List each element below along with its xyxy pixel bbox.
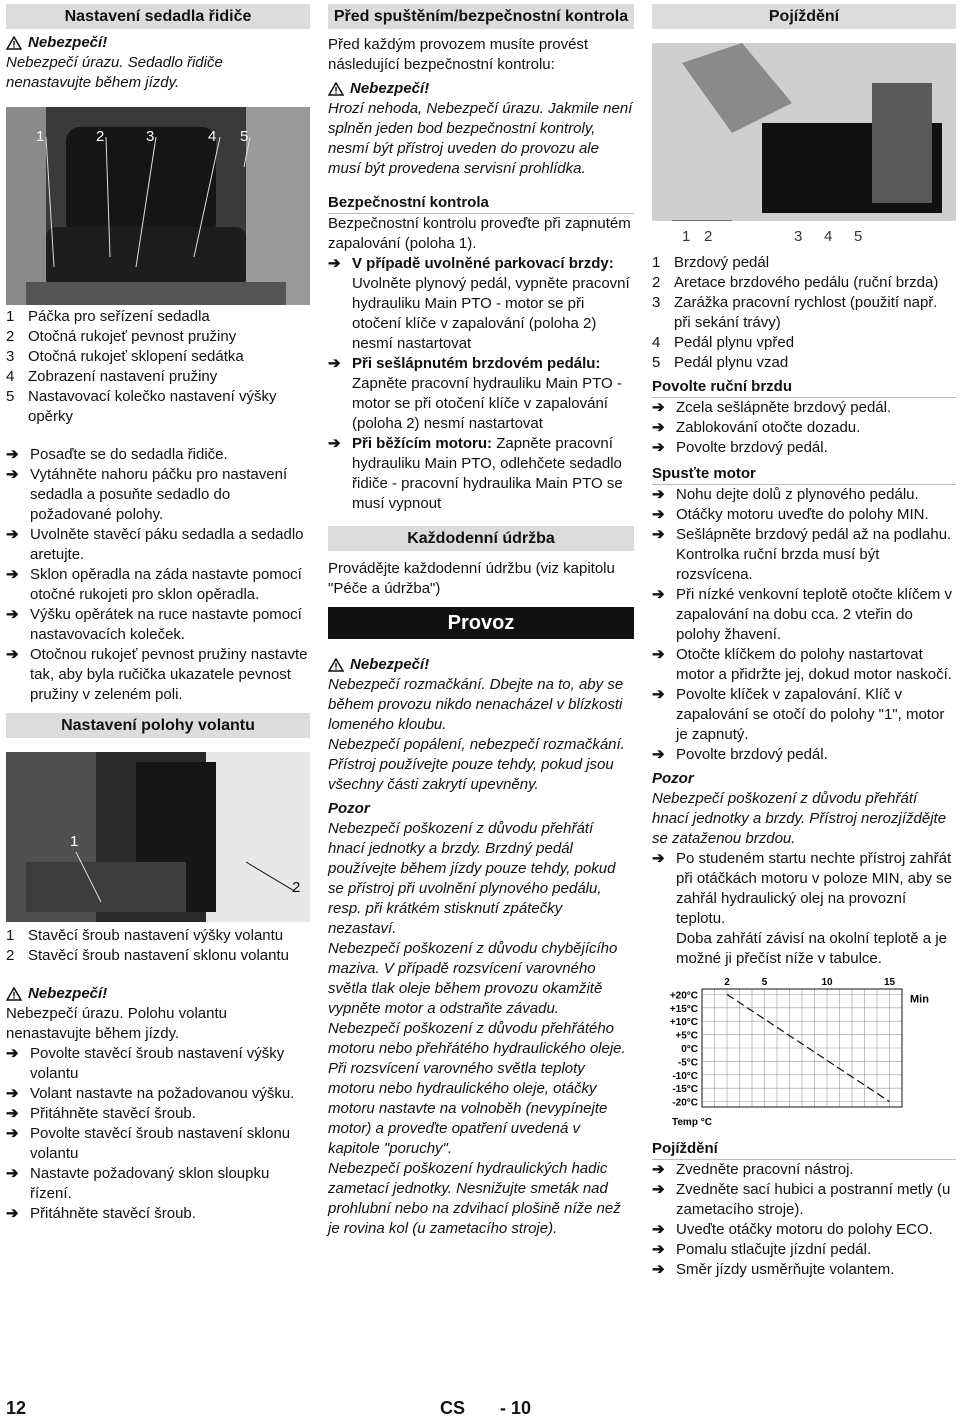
photo-label: 1 — [36, 128, 45, 145]
y-tick-label: +20°C — [669, 990, 698, 1002]
steering-steps — [6, 1044, 310, 1224]
step-item: ➔ Zvedněte sací hubici a postranní metly (u zametacího stroje). — [652, 1181, 951, 1218]
check-item: ➔ Při sešlápnutém brzdovém pedálu: Zapněte pracovní hydrauliku Main PTO - motor se při otočení klíče v zapalování (poloha 2) nesmí nastartovat — [328, 355, 622, 432]
photo-label: 1 — [682, 228, 691, 245]
arrow-icon: ➔ — [6, 526, 19, 543]
subheading: Bezpečnostní kontrola — [328, 193, 634, 214]
warning-heading — [6, 984, 310, 1004]
warning-text: Nebezpečí rozmačkání. Dbejte na to, aby se během provozu nikdo nenacházel v blízkosti lomeného kloubu. — [328, 676, 624, 733]
arrow-icon: ➔ — [6, 466, 19, 483]
arrow-icon: ➔ — [328, 435, 341, 452]
legend-item: 5 Nastavovací kolečko nastavení výšky opěrky — [6, 388, 277, 425]
legend-item: 3 Zarážka pracovní rychlost (použití např. při sekání trávy) — [652, 294, 938, 331]
y-tick-label: +5°C — [675, 1030, 698, 1042]
photo-label: 2 — [96, 128, 105, 145]
pozor-text: Nebezpečí poškození z důvodu přehřátého motoru nebo přehřátého hydraulického oleje. Při rozsvícení varovného světla teploty motoru nebo hydraulického oleje, otáčky motoru nastavte na volnoběh (nevypínejte motor) a proveďte opatření uvedená v kapitole "poruchy". — [328, 1020, 626, 1157]
subheading: Spusťte motor — [652, 464, 956, 485]
step-item: ➔ Vytáhněte nahoru páčku pro nastavení sedadla a posuňte sedadlo do požadované polohy. — [6, 466, 288, 523]
step-item: ➔ Otáčky motoru uveďte do polohy MIN. — [652, 506, 929, 523]
arrow-icon: ➔ — [652, 526, 665, 543]
safety-checks — [328, 254, 634, 514]
arrow-icon: ➔ — [6, 1125, 19, 1142]
step-item: ➔ Zablokování otočte dozadu. — [652, 419, 861, 436]
step-item: ➔ Nastavte požadovaný sklon sloupku řízení. — [6, 1165, 270, 1202]
arrow-icon: ➔ — [652, 506, 665, 523]
paragraph: Bezpečnostní kontrolu proveďte při zapnutém zapalování (poloha 1). — [328, 215, 631, 252]
page-number-right: - 10 — [500, 1398, 532, 1418]
warning-text: Hrozí nehoda, Nebezpečí úrazu. Jakmile není splněn jeden bod bezpečnostní kontroly, nesmí být přístroj uveden do provozu ale musí být provedena servisní prohlídka. — [328, 100, 633, 177]
section-title-daily: Každodenní údržba — [328, 526, 634, 551]
section-title-operation: Provoz — [328, 607, 634, 639]
steering-illustration — [6, 752, 310, 922]
step-item: ➔ Povolte klíček v zapalování. Klíč v zapalování se otočí do polohy "1", motor je zapnutý. — [652, 686, 945, 743]
y-axis-label: Temp °C — [672, 1117, 712, 1128]
photo-label: 4 — [824, 228, 833, 245]
arrow-icon: ➔ — [6, 1105, 19, 1122]
arrow-icon: ➔ — [6, 446, 19, 463]
legend-item: 2 Aretace brzdového pedálu (ruční brzda) — [652, 274, 939, 291]
step-item: ➔ Uveďte otáčky motoru do polohy ECO. — [652, 1221, 933, 1238]
y-tick-label: -10°C — [672, 1070, 698, 1082]
photo-label: 2 — [292, 879, 301, 896]
warning-triangle-icon — [6, 987, 22, 1001]
step-item: ➔ Otočte klíčkem do polohy nastartovat motor a přidržte jej, dokud motor naskočí. — [652, 646, 952, 683]
arrow-icon: ➔ — [652, 399, 665, 416]
pedal-photo-labels — [652, 227, 956, 249]
check-item: ➔ V případě uvolněné parkovací brzdy: Uvolněte plynový pedál, vypněte pracovní hydrauliku Main PTO - motor se při otočení klíče v zapalování (poloha 2) nesmí nastartovat — [328, 255, 630, 352]
arrow-icon: ➔ — [328, 255, 341, 272]
arrow-icon: ➔ — [652, 586, 665, 603]
arrow-icon: ➔ — [6, 1165, 19, 1182]
steering-legend — [6, 926, 310, 966]
arrow-icon: ➔ — [652, 486, 665, 503]
arrow-icon: ➔ — [6, 646, 19, 663]
legend-item: 4 Zobrazení nastavení pružiny — [6, 368, 218, 385]
brake-steps — [652, 398, 956, 458]
legend-item: 5 Pedál plynu vzad — [652, 354, 789, 371]
warning-text: Nebezpečí popálení, nebezpečí rozmačkání. Přístroj používejte pouze tehdy, pokud jsou všechny části zakrytí upevněny. — [328, 736, 625, 793]
step-item: ➔ Přitáhněte stavěcí šroub. — [6, 1205, 196, 1222]
pedal-legend — [652, 253, 956, 373]
photo-label: 3 — [146, 128, 155, 145]
step-item: ➔ Přitáhněte stavěcí šroub. — [6, 1105, 196, 1122]
legend-item: 3 Otočná rukojeť sklopení sedátka — [6, 348, 244, 365]
warning-label: Nebezpečí! — [350, 656, 430, 673]
y-tick-label: +15°C — [669, 1003, 698, 1015]
step-item: ➔ Sešlápněte brzdový pedál až na podlahu. Kontrolka ruční brzda musí být rozsvícena. — [652, 526, 952, 583]
page-number-left: 12 — [6, 1398, 27, 1418]
language-code: CS — [440, 1398, 466, 1418]
section-title-safety: Před spuštěním/bezpečnostní kontrola — [328, 4, 634, 29]
warning-label: Nebezpečí! — [28, 34, 108, 51]
subheading: Pojíždění — [652, 1139, 956, 1160]
y-tick-label: -5°C — [677, 1057, 698, 1069]
step-item: ➔ Uvolněte stavěcí páku sedadla a sedadlo aretujte. — [6, 526, 304, 563]
x-tick-label: 5 — [761, 977, 768, 988]
arrow-icon: ➔ — [652, 746, 665, 763]
arrow-icon: ➔ — [6, 606, 19, 623]
legend-item: 1 Brzdový pedál — [652, 254, 770, 271]
step-item: ➔ Sklon opěradla na záda nastavte pomocí otočné rukojeti pro sklon opěradla. — [6, 566, 302, 603]
subheading: Povolte ruční brzdu — [652, 377, 956, 398]
step-item: ➔ Posaďte se do sedadla řidiče. — [6, 446, 228, 463]
pedals-illustration — [652, 43, 956, 221]
step-item: ➔ Otočnou rukojeť pevnost pružiny nastavte tak, aby byla ručička ukazatele pevnost pružiny v zeleném poli. — [6, 646, 308, 703]
intro-text: Před každým provozem musíte provést následující bezpečnostní kontrolu: — [328, 36, 589, 73]
step-item: ➔ Povolte stavěcí šroub nastavení sklonu volantu — [6, 1125, 291, 1162]
step-item: ➔ Směr jízdy usměrňujte volantem. — [652, 1261, 895, 1278]
arrow-icon: ➔ — [652, 439, 665, 456]
step-item: ➔ Při nízké venkovní teplotě otočte klíčem v zapalování na dobu cca. 2 vteřin do polohy žhavení. — [652, 586, 952, 643]
pozor-text: Nebezpečí poškození z důvodu chybějícího maziva. V případě rozsvícení varovného světla tlak oleje během provozu okamžitě vypněte motor a odstraňte závadu. — [328, 940, 618, 1017]
step-item: ➔ Povolte brzdový pedál. — [652, 439, 828, 456]
step-item: ➔ Povolte stavěcí šroub nastavení výšky volantu — [6, 1045, 285, 1082]
legend-item: 4 Pedál plynu vpřed — [652, 334, 795, 351]
warning-text: Nebezpečí úrazu. Sedadlo řidiče nenastavujte během jízdy. — [6, 54, 223, 91]
arrow-icon: ➔ — [652, 1241, 665, 1258]
arrow-icon: ➔ — [6, 1205, 19, 1222]
arrow-icon: ➔ — [6, 1085, 19, 1102]
section-title-steering: Nastavení polohy volantu — [6, 713, 310, 738]
arrow-icon: ➔ — [652, 646, 665, 663]
step-item: ➔ Povolte brzdový pedál. — [652, 746, 828, 763]
warning-label: Nebezpečí! — [350, 80, 430, 97]
x-tick-label: 10 — [821, 977, 833, 988]
step-item: ➔ Výšku opěrátek na ruce nastavte pomocí nastavovacích koleček. — [6, 606, 302, 643]
arrow-icon: ➔ — [328, 355, 341, 372]
arrow-icon: ➔ — [652, 686, 665, 703]
x-tick-label: 15 — [883, 977, 896, 988]
steering-photo — [6, 752, 310, 922]
photo-label: 5 — [854, 228, 863, 245]
warning-triangle-icon — [328, 658, 344, 672]
step-item: ➔ Nohu dejte dolů z plynového pedálu. — [652, 486, 919, 503]
arrow-icon: ➔ — [652, 1261, 665, 1278]
warning-label: Nebezpečí! — [28, 985, 108, 1002]
legend-item: 1 Stavěcí šroub nastavení výšky volantu — [6, 927, 284, 944]
pozor-label: Pozor — [652, 770, 694, 787]
x-unit-label: Min — [910, 993, 929, 1006]
warmup-step — [652, 849, 956, 969]
photo-label: 5 — [240, 128, 249, 145]
seat-legend — [6, 307, 310, 427]
column-seat — [6, 0, 310, 1224]
x-tick-label: 2 — [724, 977, 730, 988]
arrow-icon: ➔ — [652, 419, 665, 436]
y-tick-label: 0°C — [681, 1044, 698, 1055]
pozor-label: Pozor — [328, 800, 370, 817]
section-title-seat: Nastavení sedadla řidiče — [6, 4, 310, 29]
step-item: ➔ Volant nastavte na požadovanou výšku. — [6, 1085, 295, 1102]
legend-item: 1 Páčka pro seřízení sedadla — [6, 308, 210, 325]
arrow-icon: ➔ — [652, 1221, 665, 1238]
y-tick-label: -20°C — [672, 1097, 698, 1109]
warmup-chart — [652, 973, 956, 1135]
y-tick-label: -15°C — [672, 1084, 698, 1096]
seat-illustration — [6, 107, 310, 305]
warning-heading — [328, 655, 634, 675]
start-steps — [652, 485, 956, 765]
warning-heading — [328, 79, 634, 99]
seat-photo — [6, 107, 310, 305]
column-safety — [328, 0, 634, 1239]
photo-label: 2 — [704, 228, 713, 245]
pozor-text: Nebezpečí poškození z důvodu přehřátí hnací jednotky a brzdy. Brzdný pedál používejte během jízdy pouze tehdy, pokud se přístroj při uvolnění plynového pedálu, resp. při krátkém stisknutí zpátečky nezastaví. — [328, 820, 616, 937]
arrow-icon: ➔ — [652, 1181, 665, 1198]
pedals-photo — [652, 43, 956, 221]
driving-steps — [652, 1160, 956, 1280]
legend-item: 2 Stavěcí šroub nastavení sklonu volantu — [6, 947, 289, 964]
y-tick-label: +10°C — [669, 1017, 698, 1029]
legend-item: 2 Otočná rukojeť pevnost pružiny — [6, 328, 237, 345]
seat-steps — [6, 445, 310, 705]
arrow-icon: ➔ — [652, 850, 665, 867]
arrow-icon: ➔ — [6, 566, 19, 583]
photo-label: 1 — [70, 833, 79, 850]
pozor-text: Nebezpečí poškození z důvodu přehřátí hnací jednotky a brzdy. Přístroj nerozjíždějte se zataženou brzdou. — [652, 790, 947, 847]
arrow-icon: ➔ — [6, 1045, 19, 1062]
warning-heading — [6, 33, 310, 53]
column-driving — [652, 0, 956, 1280]
step-item: ➔ Zcela sešlápněte brzdový pedál. — [652, 399, 892, 416]
check-item: ➔ Při běžícím motoru: Zapněte pracovní hydrauliku Main PTO, odlehčete sedadlo řidiče - pracovní hydraulika Main PTO se musí vypnout — [328, 435, 623, 512]
step-item: ➔ Pomalu stlačujte jízdní pedál. — [652, 1241, 872, 1258]
warning-triangle-icon — [6, 36, 22, 50]
photo-label: 3 — [794, 228, 803, 245]
section-title-driving: Pojíždění — [652, 4, 956, 29]
arrow-icon: ➔ — [652, 1161, 665, 1178]
step-item: ➔ Zvedněte pracovní nástroj. — [652, 1161, 854, 1178]
photo-label: 4 — [208, 128, 217, 145]
warning-text: Nebezpečí úrazu. Polohu volantu nenastavujte během jízdy. — [6, 1005, 227, 1042]
warning-triangle-icon — [328, 82, 344, 96]
step-item: ➔ Po studeném startu nechte přístroj zahřát při otáčkách motoru v poloze MIN, aby se zahřál hydraulický olej na provozní teplotu. Doba zahřátí závisí na okolní teplotě a je možné ji přečíst níže v tabulce. — [652, 850, 952, 967]
pozor-text: Nebezpečí poškození hydraulických hadic zametací jednotky. Nesnižujte smeták nad prohlubní nebo na zdvihací plošině níže než je rovina kol (u zametacího stroje). — [328, 1160, 621, 1237]
paragraph: Provádějte každodenní údržbu (viz kapitolu "Péče a údržba") — [328, 560, 615, 597]
